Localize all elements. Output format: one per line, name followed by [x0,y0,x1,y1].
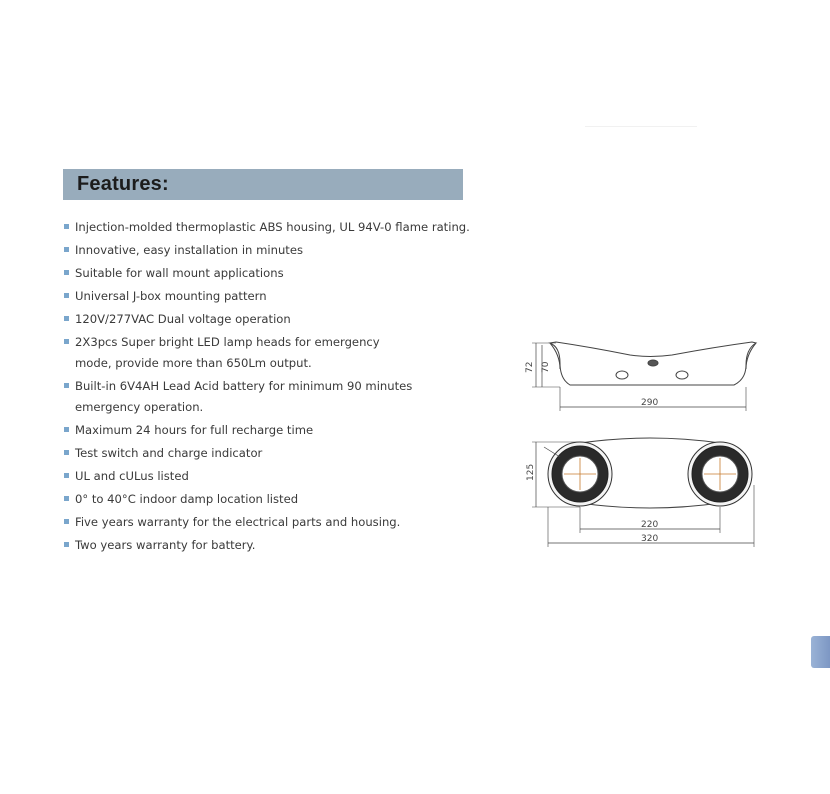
dim-height-outer: 72 [525,361,535,373]
feature-item [64,535,484,556]
feature-item [64,489,484,510]
features-list [64,217,484,558]
feature-text: Two years warranty for battery. [75,537,256,552]
bullet-icon [64,427,69,432]
bullet-icon [64,270,69,275]
dim-top-height: 125 [526,463,536,481]
bullet-icon [64,496,69,501]
feature-text: 120V/277VAC Dual voltage operation [75,311,291,326]
faint-divider [585,126,697,127]
feature-item [64,286,484,307]
bullet-icon [64,293,69,298]
feature-text: Maximum 24 hours for full recharge time [75,423,314,438]
lamp-head-left [548,442,612,506]
feature-text: Innovative, easy installation in minutes [75,242,304,257]
feature-text: Test switch and charge indicator [75,446,263,461]
indicator-dot [648,360,658,366]
feature-text: Five years warranty for the electrical parts and housing. [75,514,401,529]
bullet-icon [64,224,69,229]
dim-lamp-spacing: 220 [641,520,659,530]
feature-text: Injection-molded thermoplastic ABS housing, UL 94V-0 flame rating. [75,220,470,234]
feature-text: Suitable for wall mount applications [75,265,284,280]
feature-item [64,217,484,238]
features-header-bar [63,169,463,200]
dim-height-inner: 70 [541,361,551,373]
feature-text: emergency operation. [75,400,204,415]
dim-overall-width: 320 [641,534,659,544]
bullet-icon [64,316,69,321]
bullet-icon [64,339,69,344]
feature-item [64,512,484,533]
feature-text: 2X3pcs Super bright LED lamp heads for emergency [75,334,380,349]
dim-side-width: 290 [641,398,659,408]
lamp-head-right [688,442,752,506]
bullet-icon [64,450,69,455]
bullet-icon [64,473,69,478]
bullet-icon [64,383,69,388]
bullet-icon [64,542,69,547]
feature-item [64,332,484,375]
feature-item [64,309,484,330]
bullet-icon [64,519,69,524]
feature-text: 0° to 40°C indoor damp location listed [75,491,299,506]
feature-item [64,376,484,419]
feature-item [64,443,484,464]
feature-text: UL and cULus listed [75,468,189,483]
feature-item [64,240,484,261]
bullet-icon [64,247,69,252]
product-dimension-drawing [520,335,770,550]
features-title: Features: [77,173,169,195]
feature-item [64,420,484,441]
side-tab-edge[interactable] [811,636,830,668]
feature-item [64,466,484,487]
feature-text: Universal J-box mounting pattern [75,288,267,303]
feature-text: Built-in 6V4AH Lead Acid battery for minimum 90 minutes [75,378,413,393]
feature-text: mode, provide more than 650Lm output. [75,355,312,370]
top-view [532,438,754,547]
feature-item [64,263,484,284]
